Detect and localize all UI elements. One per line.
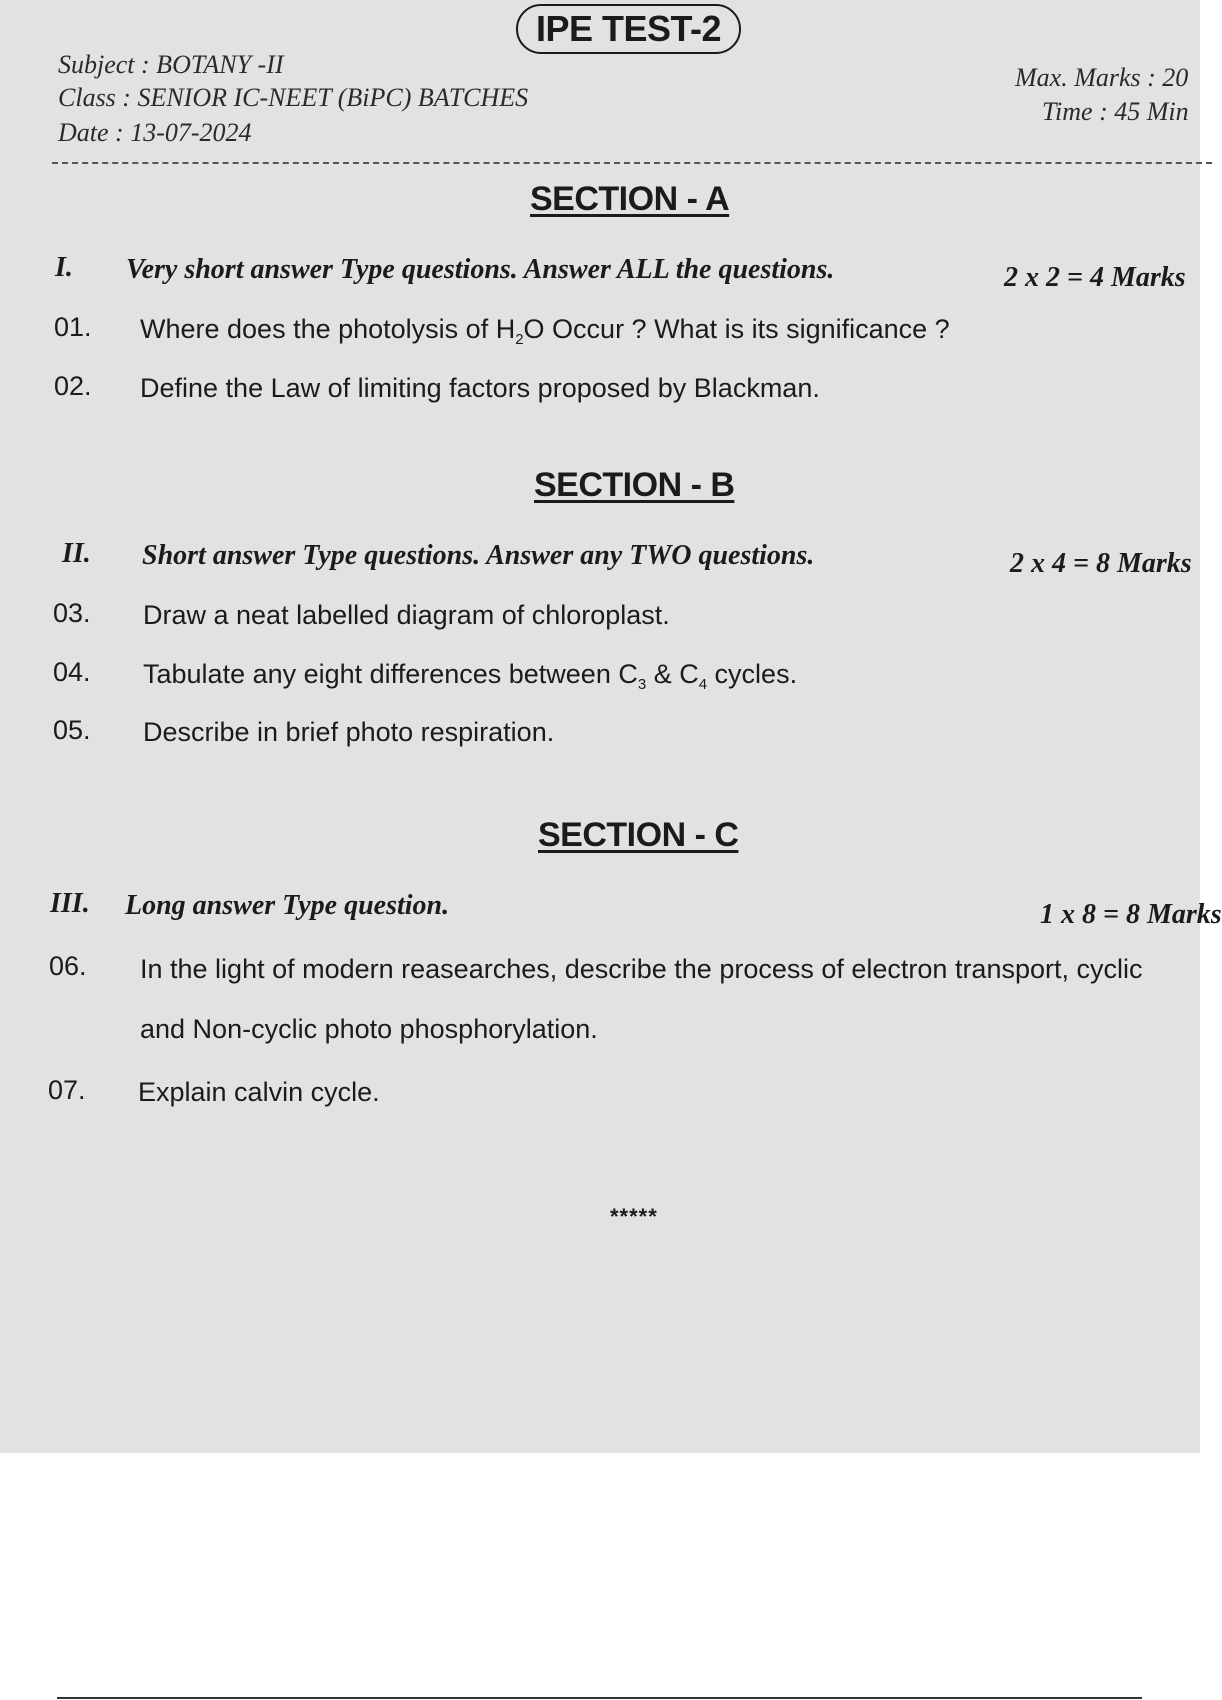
question-number: 06. bbox=[49, 951, 87, 981]
question-text-line-2: and Non-cyclic photo phosphorylation. bbox=[140, 1014, 598, 1044]
bottom-rule bbox=[57, 1697, 1142, 1699]
test-title: IPE TEST-2 bbox=[516, 4, 741, 54]
section-a-instruction: Very short answer Type questions. Answer ALL the questions. bbox=[126, 254, 835, 285]
question-number: 04. bbox=[53, 657, 91, 687]
section-c-instruction: Long answer Type question. bbox=[125, 890, 450, 921]
subject-line: Subject : BOTANY -II bbox=[58, 50, 284, 79]
question-text: Tabulate any eight differences between $C_3$ & $C_4$ cycles. bbox=[143, 659, 798, 693]
end-of-paper-stars: ***** bbox=[610, 1204, 658, 1229]
header-divider bbox=[52, 162, 1212, 164]
question-number: 03. bbox=[53, 598, 91, 628]
section-b-marks: 2 x 4 = 8 Marks bbox=[1010, 548, 1192, 579]
section-a-heading: SECTION - A bbox=[530, 180, 730, 218]
class-line: Class : SENIOR IC-NEET (BiPC) BATCHES bbox=[58, 83, 529, 112]
question-text: Explain calvin cycle. bbox=[138, 1077, 380, 1107]
time-allowed: Time : 45 Min bbox=[1042, 97, 1189, 126]
question-text: Draw a neat labelled diagram of chloroplast. bbox=[143, 600, 670, 630]
section-b-heading: SECTION - B bbox=[534, 466, 735, 504]
question-number: 05. bbox=[53, 715, 91, 745]
section-a-roman: I. bbox=[55, 252, 73, 283]
question-text-line-1: In the light of modern reasearches, describe the process of electron transport, cyclic bbox=[140, 954, 1143, 984]
section-b-roman: II. bbox=[62, 538, 91, 569]
section-c-marks: 1 x 8 = 8 Marks bbox=[1040, 899, 1222, 930]
section-a-marks: 2 x 2 = 4 Marks bbox=[1004, 262, 1186, 293]
question-text: Describe in brief photo respiration. bbox=[143, 717, 555, 747]
section-c-roman: III. bbox=[50, 888, 90, 919]
question-number: 07. bbox=[48, 1075, 86, 1105]
question-text: Define the Law of limiting factors proposed by Blackman. bbox=[140, 373, 820, 403]
section-b-instruction: Short answer Type questions. Answer any TWO questions. bbox=[142, 540, 815, 571]
section-c-heading: SECTION - C bbox=[538, 816, 739, 854]
question-number: 02. bbox=[54, 371, 92, 401]
max-marks: Max. Marks : 20 bbox=[1015, 63, 1189, 92]
question-number: 01. bbox=[54, 312, 92, 342]
date-line: Date : 13-07-2024 bbox=[58, 118, 252, 147]
question-text: Where does the photolysis of $H_2O$ Occur ? What is its significance ? bbox=[140, 314, 950, 348]
